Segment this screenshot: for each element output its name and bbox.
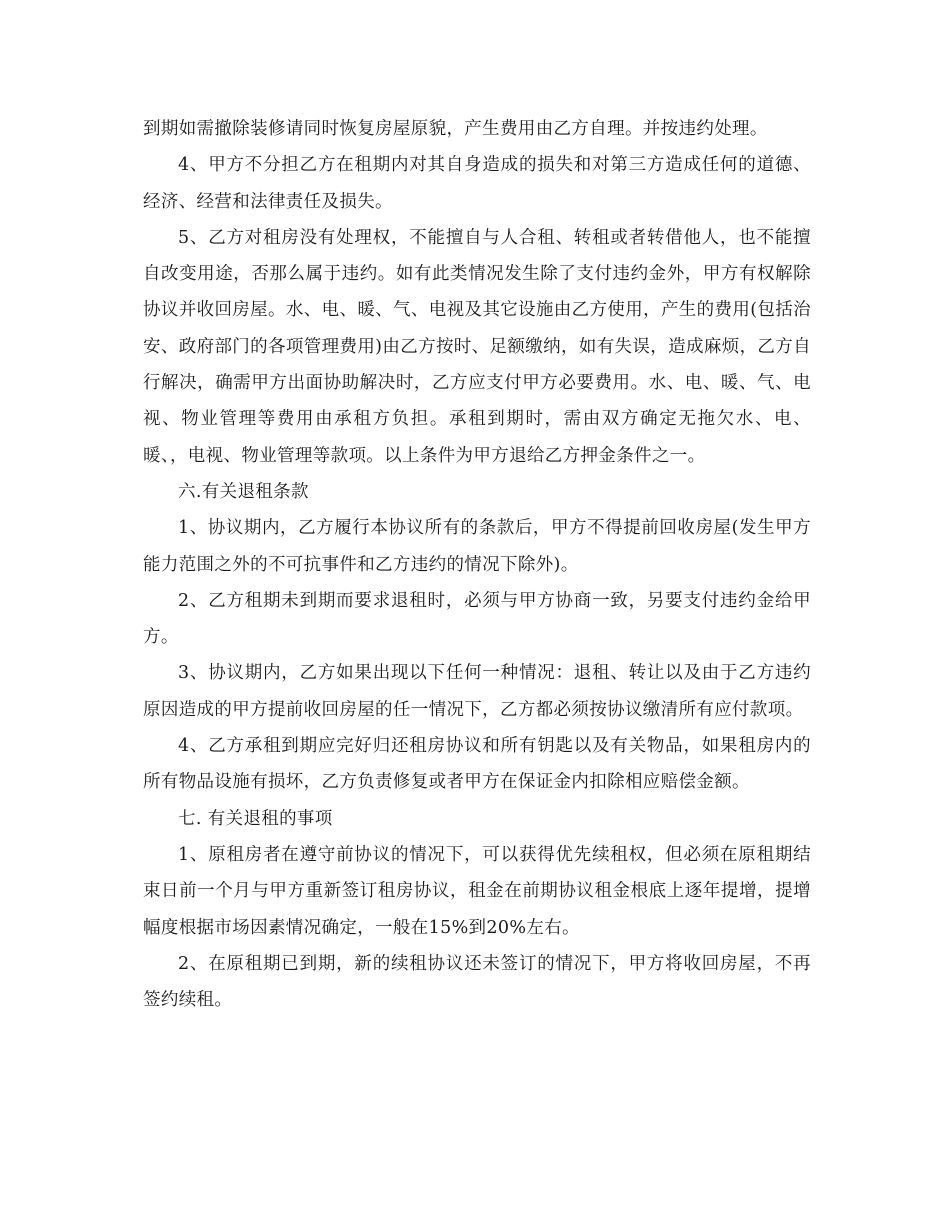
paragraph: 2、乙方租期未到期而要求退租时，必须与甲方协商一致，另要支付违约金给甲方。 xyxy=(143,590,811,648)
paragraph: 3、协议期内，乙方如果出现以下任何一种情况：退租、转让以及由于乙方违约原因造成的甲方提前收回房屋的任一情况下，乙方都必须按协议缴清所有应付款项。 xyxy=(143,663,811,720)
document-body xyxy=(143,111,811,1018)
paragraph: 到期如需撤除装修请同时恢复房屋原貌，产生费用由乙方自理。并按违约处理。 xyxy=(143,119,768,139)
section-heading: 七. 有关退租的事项 xyxy=(178,808,333,829)
paragraph: 4、乙方承租到期应完好归还租房协议和所有钥匙以及有关物品，如果租房内的所有物品设施有损坏，乙方负责修复或者甲方在保证金内扣除相应赔偿金额。 xyxy=(143,736,811,793)
section-heading: 六.有关退租条款 xyxy=(178,481,309,502)
paragraph: 2、在原租期已到期，新的续租协议还未签订的情况下，甲方将收回房屋，不再签约续租。 xyxy=(143,953,811,1011)
paragraph: 1、原租房者在遵守前协议的情况下，可以获得优先续租权，但必须在原租期结束日前一个月与甲方重新签订租房协议，租金在前期协议租金根底上逐年提增，提增幅度根据市场因素情况确定，一般在15%到20%左右。 xyxy=(143,844,811,938)
paragraph: 1、协议期内，乙方履行本协议所有的条款后，甲方不得提前回收房屋(发生甲方能力范围之外的不可抗事件和乙方违约的情况下除外)。 xyxy=(143,518,811,575)
paragraph: 4、甲方不分担乙方在租期内对其自身造成的损失和对第三方造成任何的道德、经济、经营和法律责任及损失。 xyxy=(143,155,811,212)
paragraph: 5、乙方对租房没有处理权，不能擅自与人合租、转租或者转借他人，也不能擅自改变用途，否那么属于违约。如有此类情况发生除了支付违约金外，甲方有权解除协议并收回房屋。水、电、暖、气、电视及其它设施由乙方使用，产生的费用(包括治安、政府部门的各项管理费用)由乙方按时、足额缴纳，如有失误，造成麻烦，乙方自行解决，确需甲方出面协助解决时，乙方应支付甲方必要费用。水、电、暖、气、电视、物业管理等费用由承租方负担。承租到期时，需由双方确定无拖欠水、电、暖、，电视、物业管理等款项。以上条件为甲方退给乙方押金条件之一。 xyxy=(143,227,811,466)
